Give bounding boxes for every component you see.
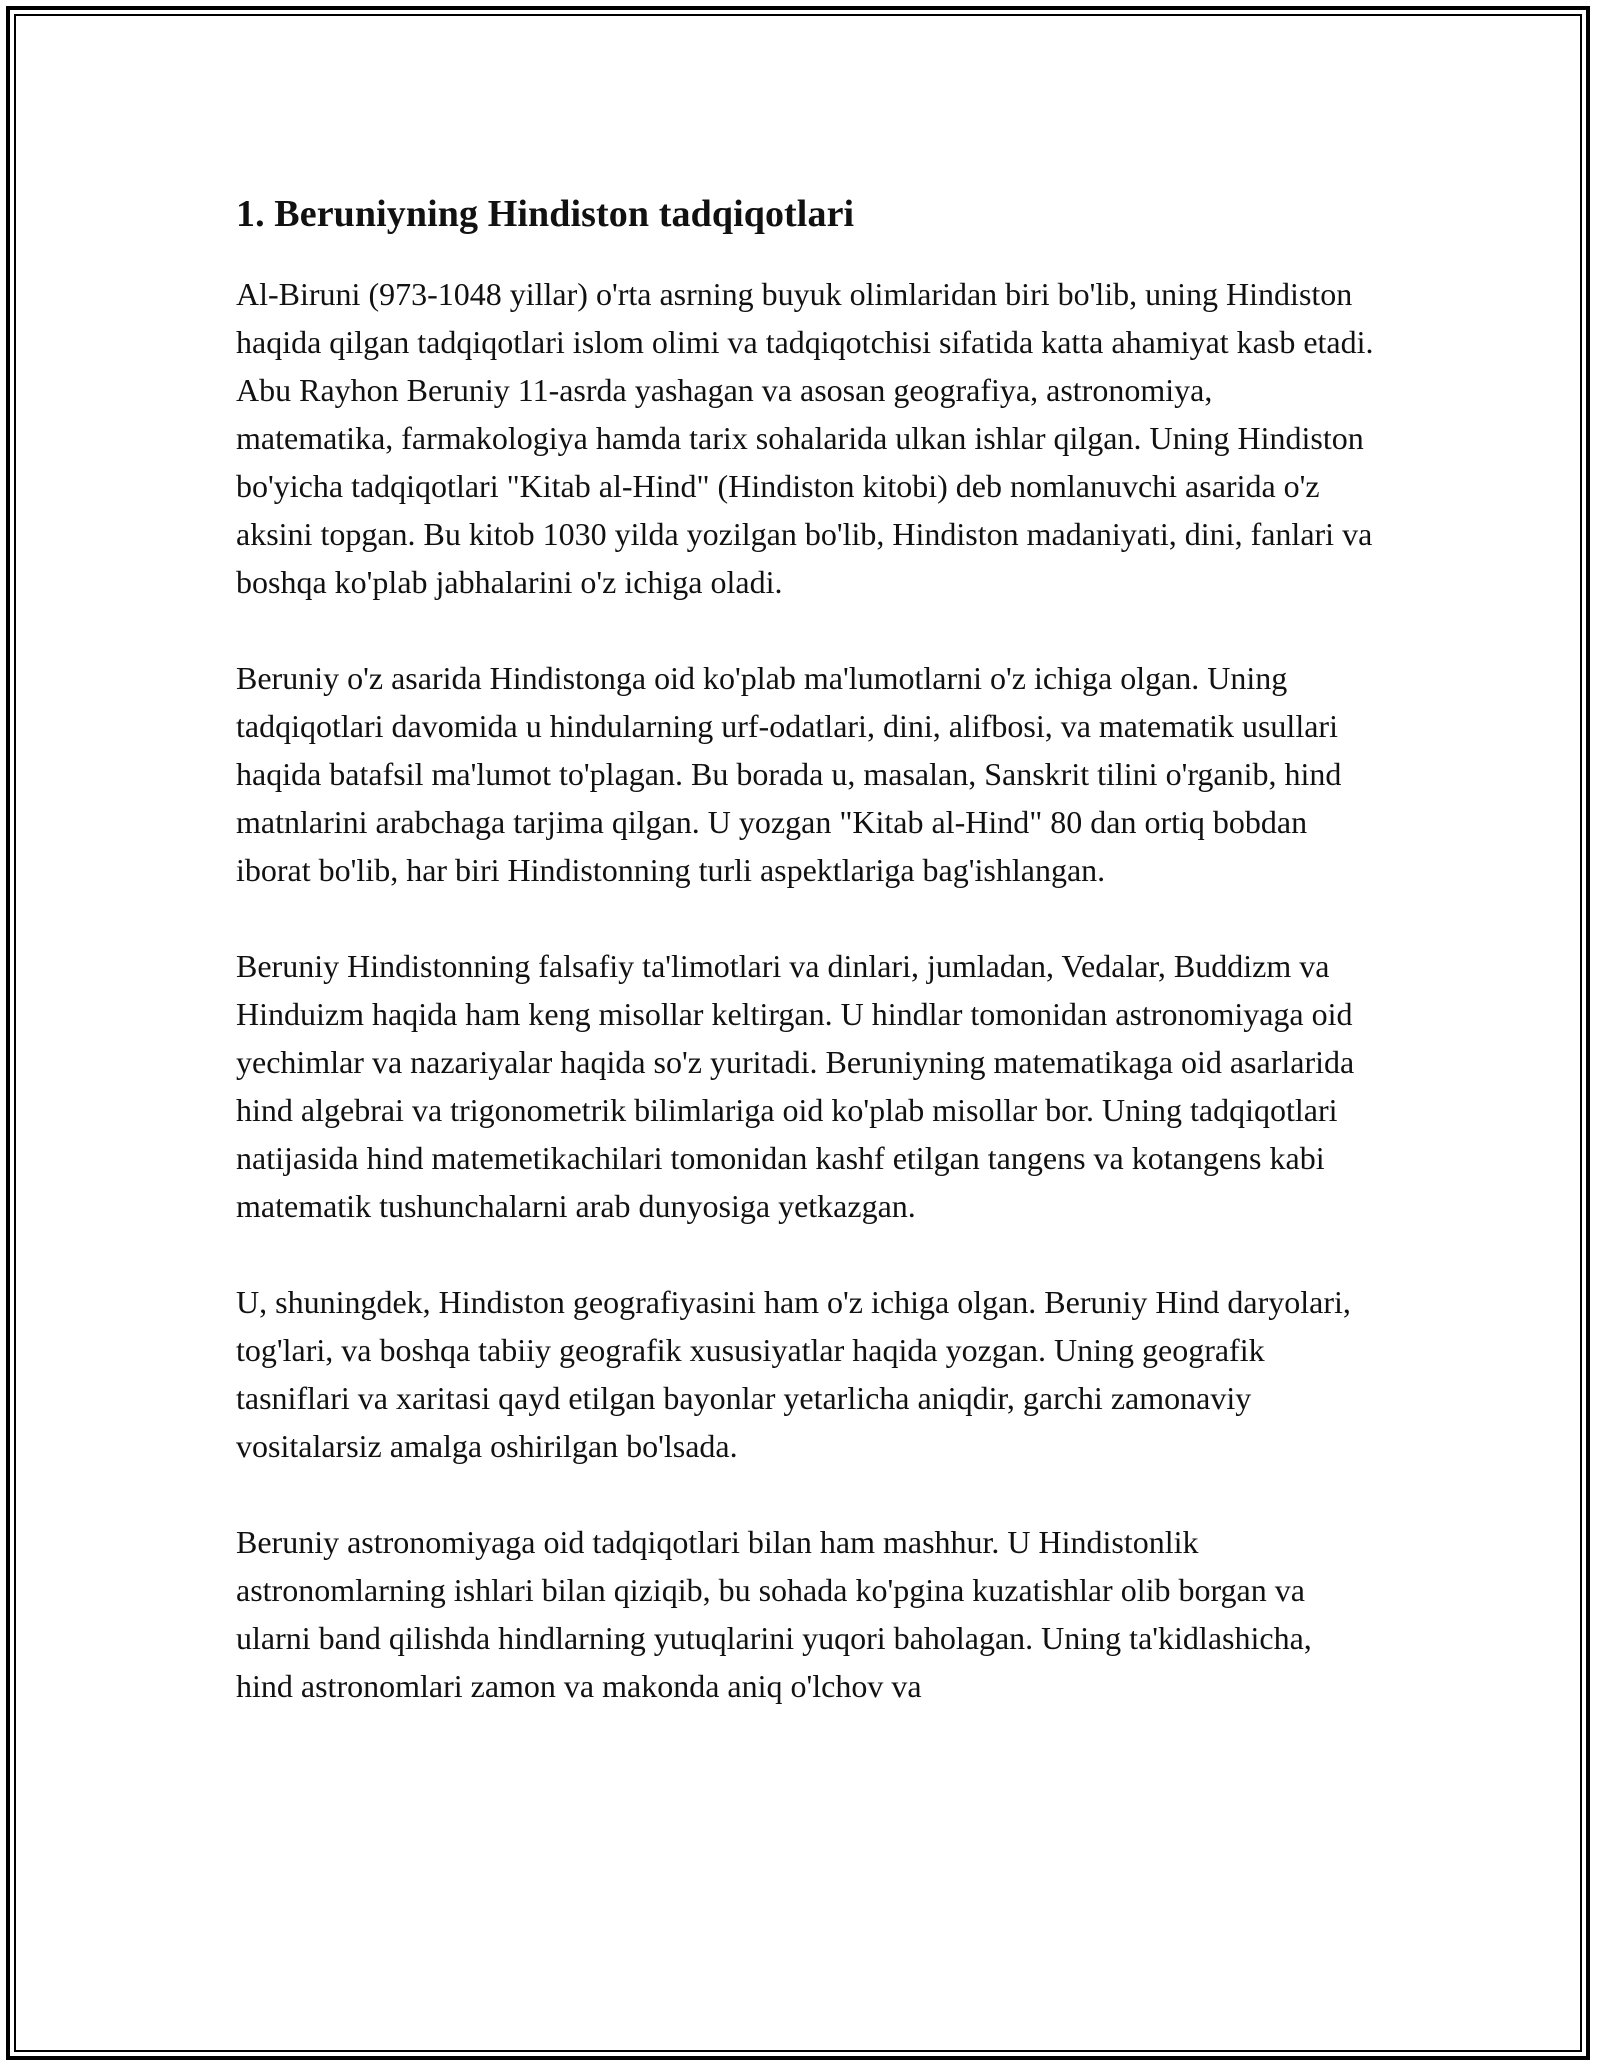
- paragraph-5: Beruniy astronomiyaga oid tadqiqotlari bilan ham mashhur. U Hindistonlik astronomlarning ishlari bilan qiziqib, bu sohada ko'pgina kuzatishlar olib borgan va ularni band qilishda hindlarning yutuqlarini yuqori baholagan. Uning ta'kidlashicha, hind astronomlari zamon va makonda aniq o'lchov va: [236, 1524, 1312, 1704]
- paragraph-2: Beruniy o'z asarida Hindistonga oid ko'plab ma'lumotlarni o'z ichiga olgan. Uning tadqiqotlari davomida u hindularning urf-odatlari, dini, alifbosi, va matematik usullari haqida batafsil ma'lumot to'plagan. Bu borada u, masalan, Sanskrit tilini o'rganib, hind matnlarini arabchaga tarjima qilgan. U yozgan "Kitab al-Hind" 80 dan ortiq bobdan iborat bo'lib, har biri Hindistonning turli aspektlariga bag'ishlangan.: [236, 660, 1342, 888]
- document-body: [236, 186, 1376, 1710]
- section-heading: 1. Beruniyning Hindiston tadqiqotlari: [236, 193, 855, 235]
- paragraph-4: U, shuningdek, Hindiston geografiyasini ham o'z ichiga olgan. Beruniy Hind daryolari, tog'lari, va boshqa tabiiy geografik xususiyatlar haqida yozgan. Uning geografik tasniflari va xaritasi qayd etilgan bayonlar yetarlicha aniqdir, garchi zamonaviy vositalarsiz amalga oshirilgan bo'lsada.: [236, 1284, 1351, 1464]
- paragraph-1: Al-Biruni (973-1048 yillar) o'rta asrning buyuk olimlaridan biri bo'lib, uning Hindiston haqida qilgan tadqiqotlari islom olimi va tadqiqotchisi sifatida katta ahamiyat kasb etadi. Abu Rayhon Beruniy 11-asrda yashagan va asosan geografiya, astronomiya, matematika, farmakologiya hamda tarix sohalarida ulkan ishlar qilgan. Uning Hindiston bo'yicha tadqiqotlari "Kitab al-Hind" (Hindiston kitobi) deb nomlanuvchi asarida o'z aksini topgan. Bu kitob 1030 yilda yozilgan bo'lib, Hindiston madaniyati, dini, fanlari va boshqa ko'plab jabhalarini o'z ichiga oladi.: [236, 276, 1374, 600]
- paragraph-3: Beruniy Hindistonning falsafiy ta'limotlari va dinlari, jumladan, Vedalar, Buddizm va Hinduizm haqida ham keng misollar keltirgan. U hindlar tomonidan astronomiyaga oid yechimlar va nazariyalar haqida so'z yuritadi. Beruniyning matematikaga oid asarlarida hind algebrai va trigonometrik bilimlariga oid ko'plab misollar bor. Uning tadqiqotlari natijasida hind matemetikachilari tomonidan kashf etilgan tangens va kotangens kabi matematik tushunchalarni arab dunyosiga yetkazgan.: [236, 948, 1355, 1224]
